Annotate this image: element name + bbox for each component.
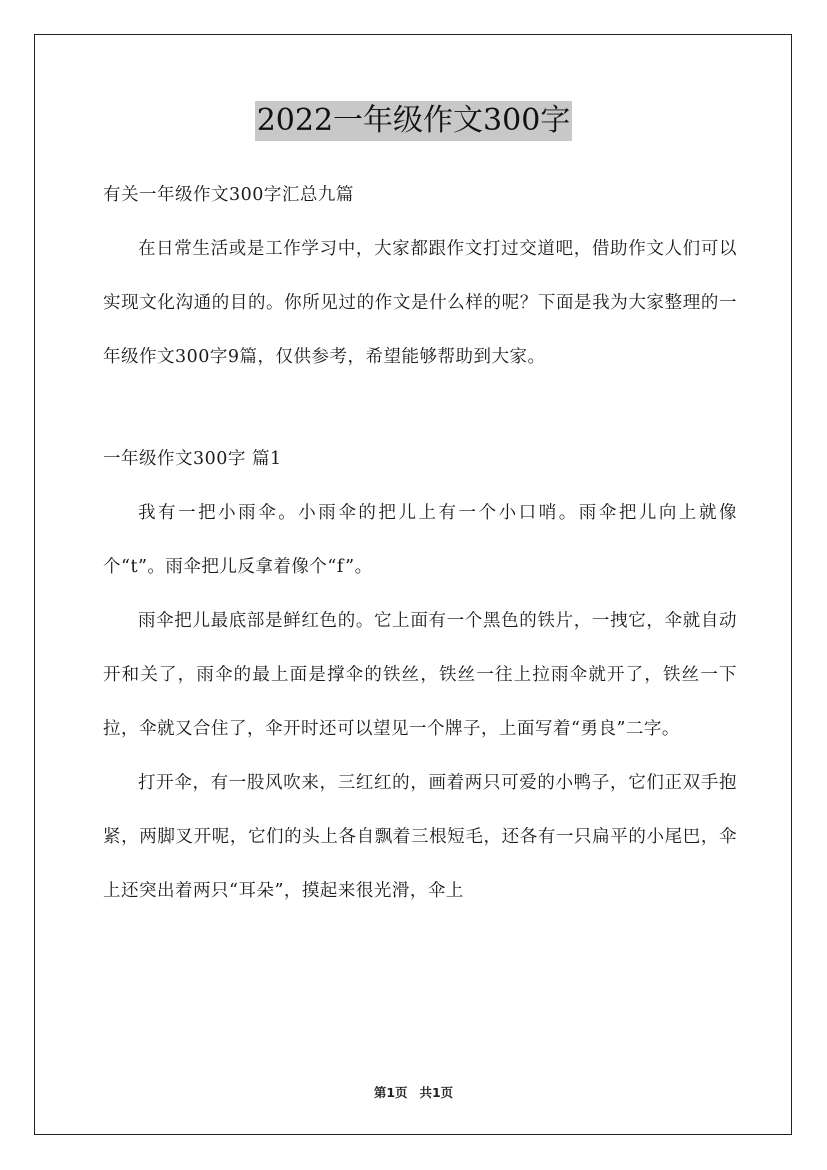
page-total: 共1页 xyxy=(419,1085,454,1100)
page-footer xyxy=(0,1083,827,1101)
intro-paragraph: 在日常生活或是工作学习中，大家都跟作文打过交道吧，借助作文人们可以实现文化沟通的目的。你所见过的作文是什么样的呢？下面是我为大家整理的一年级作文300字9篇，仅供参考，希望能够帮助到大家。 xyxy=(103,239,737,367)
section-paragraph: 打开伞，有一股风吹来，三红红的，画着两只可爱的小鸭子，它们正双手抱紧，两脚叉开呢，它们的头上各自飘着三根短毛，还各有一只扁平的小尾巴，伞上还突出着两只“耳朵”，摸起来很光滑，伞上 xyxy=(103,773,737,901)
section-heading: 一年级作文300字 篇1 xyxy=(103,449,282,469)
section-spacer xyxy=(103,384,737,432)
section-paragraph: 我有一把小雨伞。小雨伞的把儿上有一个小口哨。雨伞把儿向上就像个“t”。雨伞把儿反拿着像个“f”。 xyxy=(103,503,737,577)
title-wrap xyxy=(0,101,827,141)
page-number: 第1页 xyxy=(373,1085,408,1100)
document-body xyxy=(103,168,737,918)
document-subtitle: 有关一年级作文300字汇总九篇 xyxy=(103,185,354,205)
section-paragraph: 雨伞把儿最底部是鲜红色的。它上面有一个黑色的铁片，一拽它，伞就自动开和关了，雨伞的最上面是撑伞的铁丝，铁丝一往上拉雨伞就开了，铁丝一下拉，伞就又合住了，伞开时还可以望见一个牌子，上面写着“勇良”二字。 xyxy=(103,611,737,739)
document-title: 2022一年级作文300字 xyxy=(255,101,573,141)
